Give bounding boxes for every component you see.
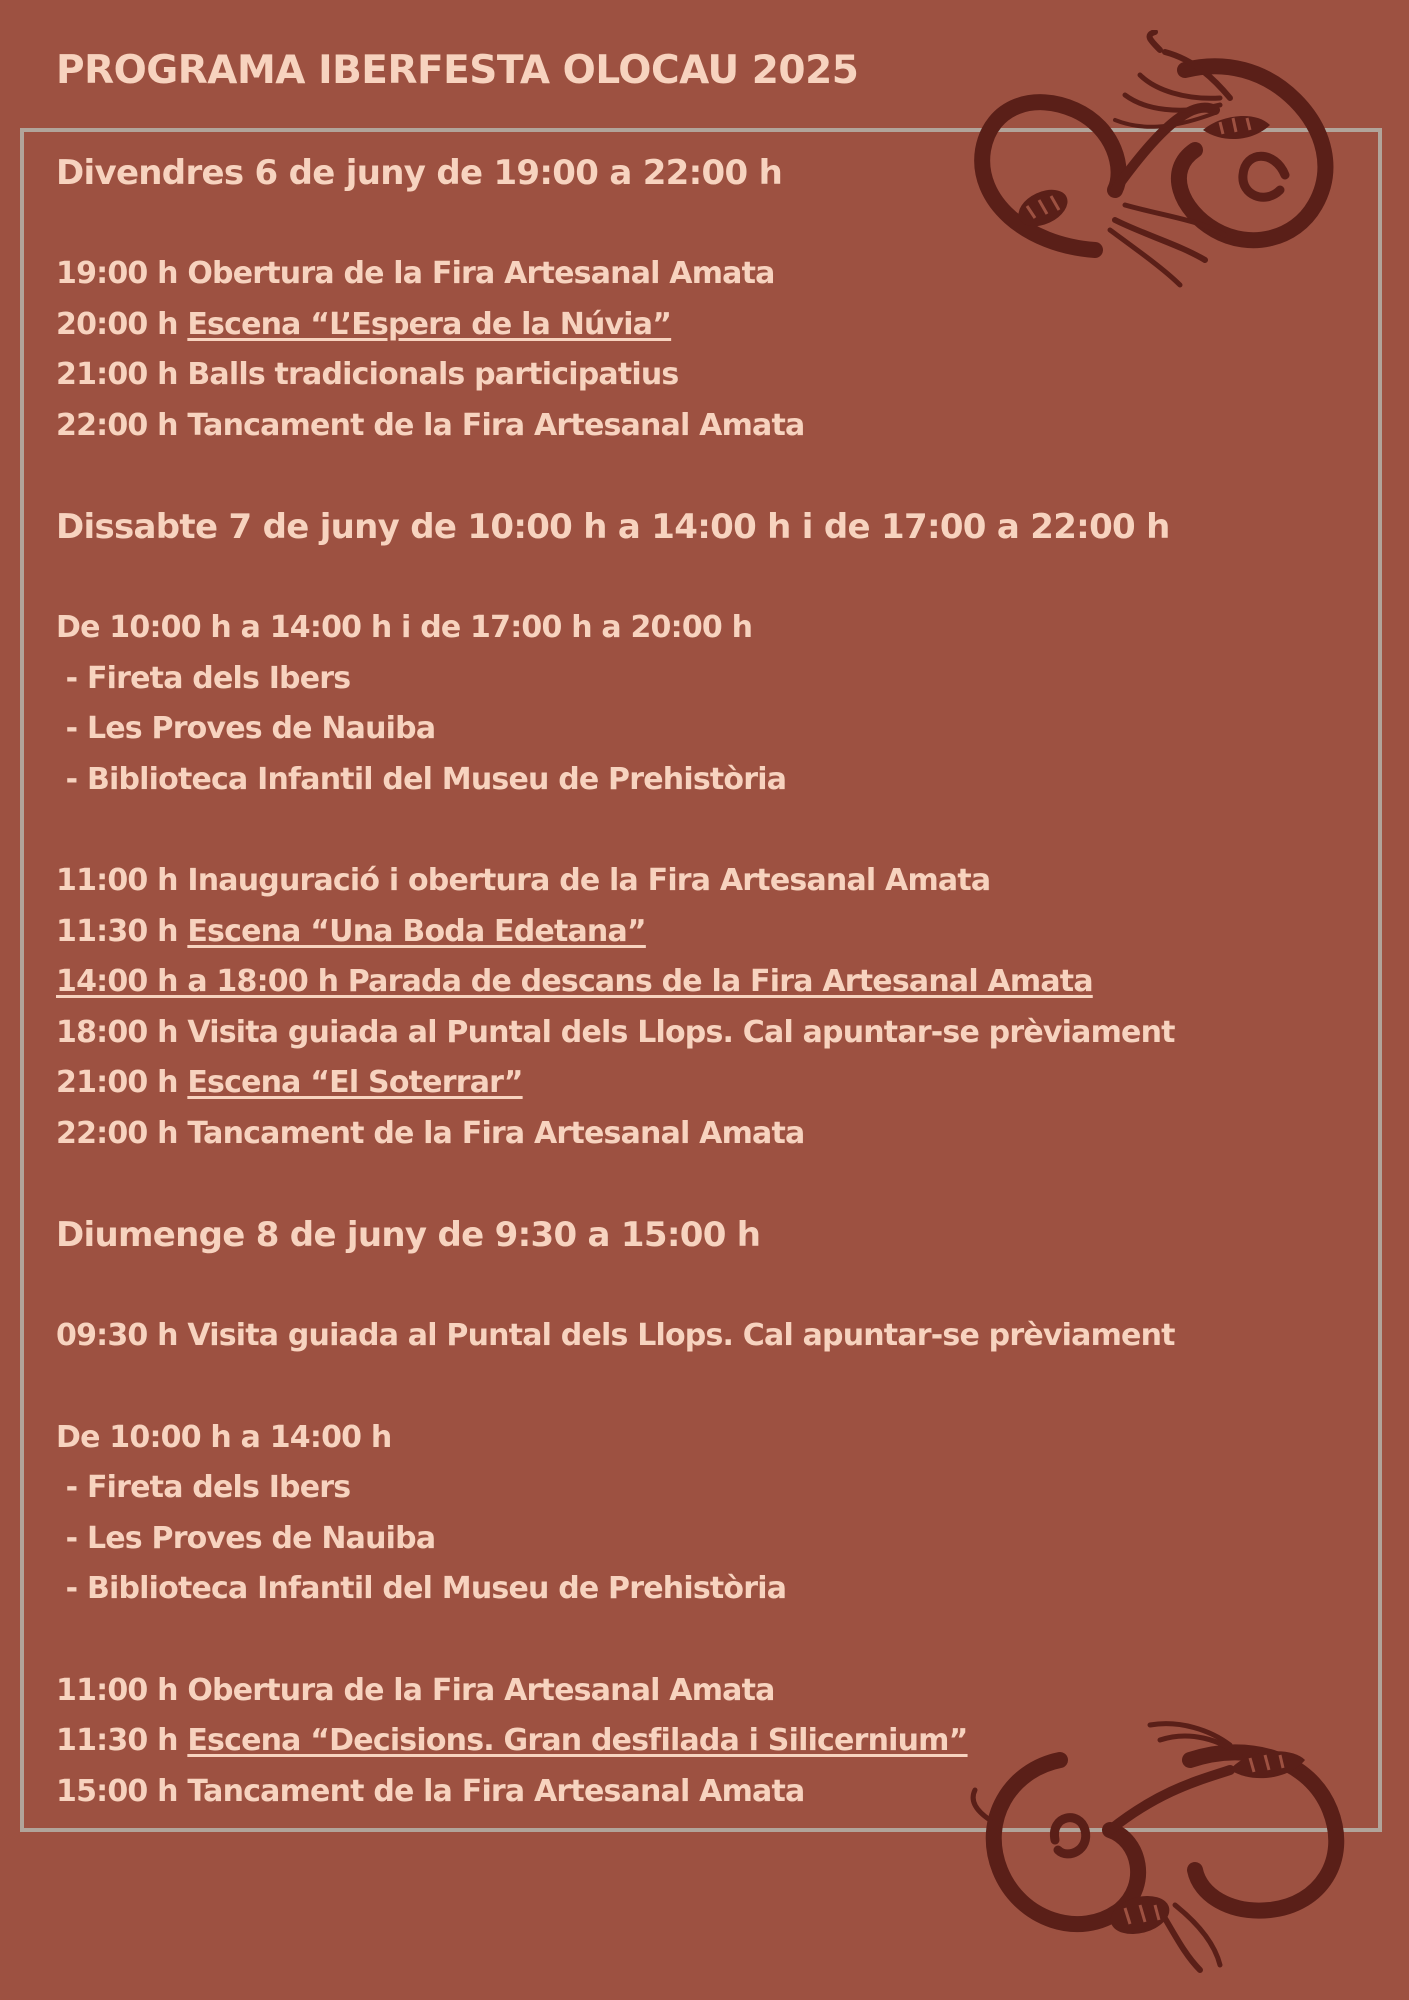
event-line (56, 1109, 1256, 1160)
event-line (56, 856, 1256, 907)
event-line (56, 401, 1256, 452)
event-text: Tancament de la Fira Artesanal Amata (187, 1773, 805, 1809)
block-item: - Biblioteca Infantil del Museu de Prehistòria (56, 761, 787, 797)
event-text: Obertura de la Fira Artesanal Amata (187, 256, 775, 291)
event-text: Tancament de la Fira Artesanal Amata (187, 1115, 805, 1151)
block-item: - Fireta dels Ibers (56, 1470, 351, 1505)
event-time: 22:00 h (56, 1115, 188, 1151)
day-heading-friday: Divendres 6 de juny de 19:00 a 22:00 h (56, 153, 783, 193)
event-text: Visita guiada al Puntal dels Llops. Cal apuntar-se prèviament (187, 1318, 1175, 1353)
event-line (56, 1008, 1256, 1059)
event-line (56, 350, 1256, 401)
event-link[interactable]: 14:00 h a 18:00 h Parada de descans de la Fira Artesanal Amata (56, 964, 1093, 999)
event-line (56, 1767, 1256, 1818)
event-line (56, 907, 1256, 958)
event-link[interactable]: Escena “El Soterrar” (187, 1065, 523, 1100)
event-line (56, 300, 1256, 351)
event-text: Balls tradicionals participatius (187, 357, 679, 392)
event-time: 22:00 h (56, 407, 188, 443)
page-title: PROGRAMA IBERFESTA OLOCAU 2025 (56, 48, 859, 93)
event-line (56, 249, 1256, 300)
event-text: Inauguració i obertura de la Fira Artesanal Amata (187, 863, 991, 898)
event-time: 11:30 h (56, 1723, 188, 1758)
event-time: 15:00 h (56, 1773, 188, 1809)
block-item: - Biblioteca Infantil del Museu de Prehistòria (56, 1571, 787, 1606)
event-text: Visita guiada al Puntal dels Llops. Cal apuntar-se prèviament (187, 1014, 1175, 1050)
event-link[interactable]: Escena “Decisions. Gran desfilada i Silicernium” (187, 1723, 968, 1758)
event-time: 20:00 h (56, 306, 188, 342)
event-time: 21:00 h (56, 1065, 188, 1100)
event-time: 19:00 h (56, 256, 188, 291)
event-time: 11:30 h (56, 913, 188, 949)
event-line (56, 1666, 1256, 1717)
event-line (56, 1716, 1256, 1767)
event-time: 11:00 h (56, 1672, 188, 1708)
event-text: Tancament de la Fira Artesanal Amata (187, 407, 805, 443)
event-line (56, 1058, 1256, 1109)
event-time: 21:00 h (56, 357, 188, 392)
block-item: - Les Proves de Nauiba (56, 711, 436, 746)
event-time: 09:30 h (56, 1318, 188, 1353)
day-heading-sunday: Diumenge 8 de juny de 9:30 a 15:00 h (56, 1215, 761, 1255)
event-link[interactable]: Escena “L’Espera de la Núvia” (187, 306, 672, 342)
event-time: 18:00 h (56, 1014, 188, 1050)
day-heading-saturday: Dissabte 7 de juny de 10:00 h a 14:00 h i de 17:00 a 22:00 h (56, 507, 1170, 547)
block-heading: De 10:00 h a 14:00 h i de 17:00 h a 20:00 h (56, 610, 753, 645)
event-line (56, 957, 1256, 1008)
event-line (56, 1311, 1256, 1362)
event-text: Obertura de la Fira Artesanal Amata (187, 1672, 775, 1708)
block-item: - Fireta dels Ibers (56, 660, 351, 696)
block-item: - Les Proves de Nauiba (56, 1520, 436, 1556)
event-link[interactable]: Escena “Una Boda Edetana” (187, 913, 646, 949)
event-time: 11:00 h (56, 863, 188, 898)
block-heading: De 10:00 h a 14:00 h (56, 1419, 392, 1455)
program-content (56, 148, 1256, 1817)
